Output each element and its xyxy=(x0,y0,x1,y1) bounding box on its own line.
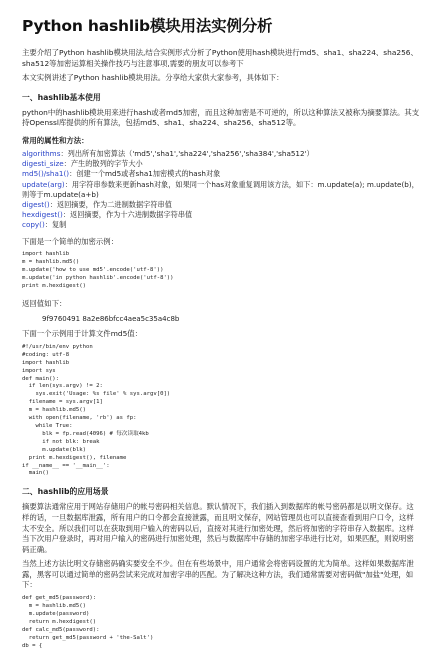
attribute-name[interactable]: hexdigest() xyxy=(22,210,63,220)
attribute-item xyxy=(22,169,420,179)
attribute-desc: ：返回摘要，作为二进制数据字符串值 xyxy=(49,199,172,209)
section2-heading: 二、hashlib的应用场景 xyxy=(22,487,109,497)
result-value: 9f9760491 8a2e86bfcc4aea5c35a4c8b xyxy=(42,315,180,324)
attribute-item xyxy=(22,149,420,159)
file-example-intro: 下面一个示例用于计算文件md5值： xyxy=(22,329,143,339)
attribute-list xyxy=(22,149,420,231)
example-intro: 下面是一个简单的加密示例： xyxy=(22,236,119,246)
attribute-item xyxy=(22,180,420,200)
code-block-md5: import hashlib m = hashlib.md5() m.update('how to use md5'.encode('utf-8')) m.update('in python hashlib'.encode('utf-8')) print m.hexdigest() xyxy=(22,251,174,289)
lead-paragraph: 本文实例讲述了Python hashlib模块用法。分享给大家供大家参考，具体如下： xyxy=(22,73,284,83)
result-label: 返回值如下： xyxy=(22,298,67,308)
attribute-item xyxy=(22,210,420,220)
section2-text1: 摘要算法通常应用于网站存储用户的帐号密码相关信息。默认情况下，我们插入到数据库的帐号密码都是以明文保存。这样的话，一旦数据库泄露，所有用户的口令都会直接泄露，而且明文保存，网站管理员也可以直接查看到用户口令，这样太不安全。所以我们可以在获取到用户输入的密码以后，直接对其进行加密处理，然后将加密的字符串存入数据库。这样当下次用户登录时，再对用户输入的密码进行加密处理，然后与数据库中存储的加密字串进行比对，如果匹配，则说明密码正确。 xyxy=(22,502,414,554)
attributes-heading: 常用的属性和方法： xyxy=(22,135,89,145)
attribute-name[interactable]: md5()/sha1() xyxy=(22,169,70,179)
section1-text: python中的hashlib模块用来进行hash或者md5加密，而且这种加密是不可逆的，所以这种算法又被称为摘要算法。其支持Openssl库提供的所有算法，包括md5、sha1、sha224、sha256、sha512等。 xyxy=(22,107,420,128)
attribute-item xyxy=(22,200,420,210)
code-block-salt: def get_md5(password): m = hashlib.md5() m.update(password) return m.hexdigest() def calc_md5(password): return get_md5(password + 'the-Salt') db = { xyxy=(22,595,154,649)
section1-heading: 一、hashlib基本使用 xyxy=(22,92,101,102)
attribute-desc: ：创建一个md5或者sha1加密模式的hash对象 xyxy=(69,169,221,179)
attribute-name[interactable]: digesti_size xyxy=(22,159,64,169)
attribute-desc: ：列出所有加密算法（'md5','sha1','sha224','sha256','sha384','sha512'） xyxy=(60,148,314,158)
attribute-desc: ：返回摘要，作为十六进制数据字符串值 xyxy=(62,210,193,220)
attribute-item xyxy=(22,220,420,230)
code-block-file-md5: #!/usr/bin/env python #coding: utf-8 import hashlib import sys def main(): if len(sys.argv) != 2: sys.exit('Usage: %s file' % sys.argv[0]) filename = sys.argv[1] m = hashlib.md5() with open(filename, 'rb') as fp: while True: blk = fp.read(4096) # 每次读取4kb if not blk: break m.update(blk) print m.hexdigest(), filename if __name__ == '__main__': main() xyxy=(22,343,171,477)
intro-paragraph: 主要介绍了Python hashlib模块用法,结合实例形式分析了Python使用hash模块进行md5、sha1、sha224、sha256、sha512等加密运算相关操作技巧与注意事项,需要的朋友可以参考下 xyxy=(22,48,418,68)
attribute-name[interactable]: algorithms xyxy=(22,148,61,158)
attribute-name[interactable]: update(arg) xyxy=(22,179,65,189)
attribute-name[interactable]: digest() xyxy=(22,199,50,209)
attribute-desc: ：产生的散列的字节大小 xyxy=(63,159,143,169)
page-title: Python hashlib模块用法实例分析 xyxy=(22,17,273,35)
attribute-item xyxy=(22,159,420,169)
attribute-desc: ：用字符串参数来更新hash对象，如果同一个has对象重复调用该方法，如下：m.update(a); m.update(b)，则等于m.update(a+b) xyxy=(22,179,419,199)
attribute-name[interactable]: copy() xyxy=(22,220,45,230)
section2-text2: 当然上述方法比明文存储密码确实要安全不少。但在有些场景中，用户通常会将密码设置的尤为简单。这样如果数据库泄露，黑客可以通过简单的密码尝试来完成对加密字串的匹配。为了解决这种方法，我们通常需要对密码做"加盐"处理，如下： xyxy=(22,559,414,590)
attribute-desc: ：复制 xyxy=(44,220,67,230)
